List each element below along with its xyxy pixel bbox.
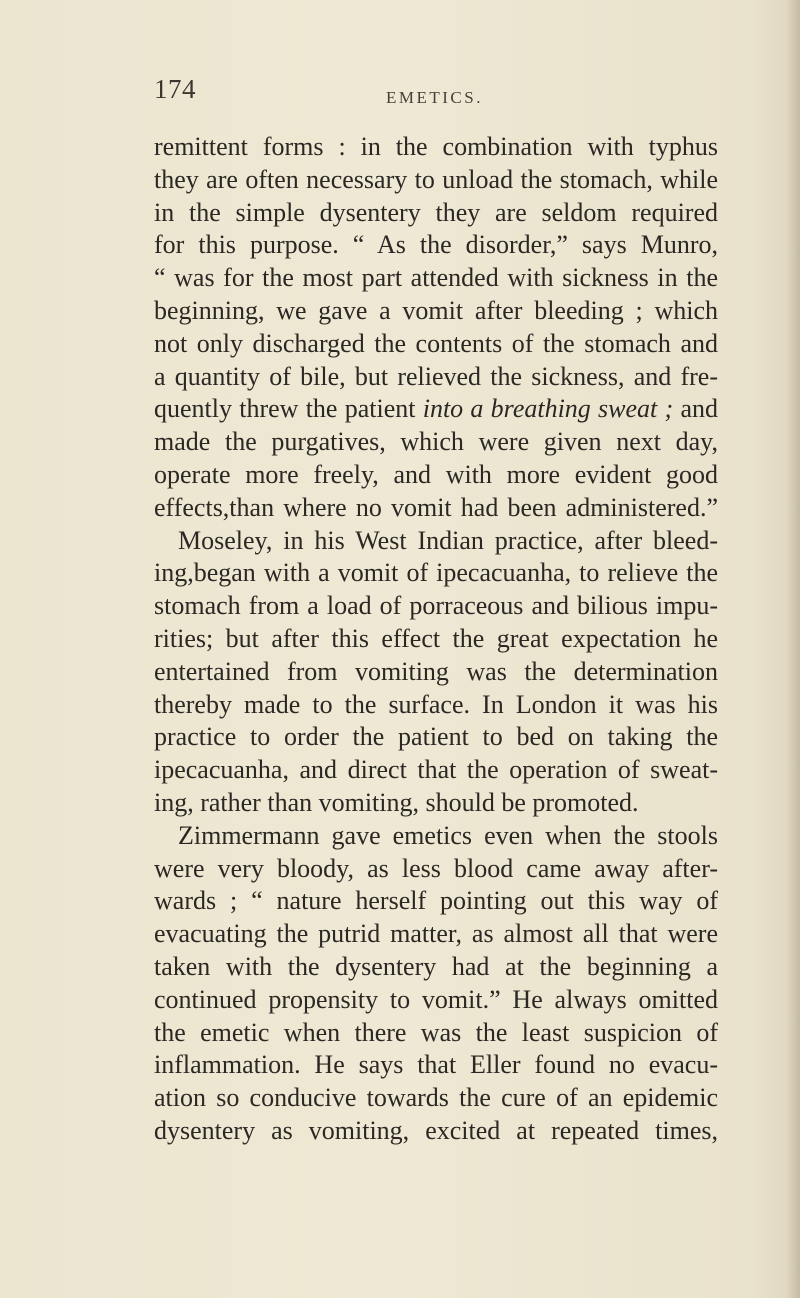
paragraph-first-line: Moseley, in his West Indian practice, after bleed- [178,525,718,555]
text-line: entertained from vomiting was the determination [154,656,718,686]
text-line: practice to order the patient to bed on taking the [154,722,718,752]
text-line: ipecacuanha, and direct that the operation of sweat- [154,755,718,785]
text-line: wards ; “ nature herself pointing out this way of [154,886,718,916]
italic-phrase: into a breathing sweat ; [422,394,674,424]
text-line: for this purpose. “ As the disorder,” says Munro, [154,230,718,260]
text-line: in the simple dysentery they are seldom required [154,197,718,227]
text-line: continued propensity to vomit.” He always omitted [154,984,718,1014]
text-line: taken with the dysentery had at the beginning a [154,951,718,981]
text-segment: and [673,394,718,424]
text-line: rities; but after this effect the great expectation he [154,623,718,653]
text-line-with-italic [154,393,718,426]
text-line: not only discharged the contents of the stomach and [154,328,718,358]
text-line: effects,than where no vomit had been administered.” [154,492,718,522]
text-line: stomach from a load of porraceous and bilious impu- [154,591,718,621]
running-head: EMETICS. [386,88,483,107]
text-line: beginning, we gave a vomit after bleeding ; which [154,295,718,325]
text-line: made the purgatives, which were given next day, [154,427,718,457]
page-edge-shadow [786,0,800,1298]
text-line: they are often necessary to unload the stomach, while [154,164,718,194]
text-line: thereby made to the surface. In London it was his [154,689,718,719]
text-line: a quantity of bile, but relieved the sickness, and fre- [154,361,718,391]
body-text [154,131,718,1148]
text-line: “ was for the most part attended with sickness in the [154,263,718,293]
text-line: the emetic when there was the least suspicion of [154,1017,718,1047]
text-line: ing, rather than vomiting, should be promoted. [154,787,639,817]
text-line: remittent forms : in the combination with typhus [154,132,718,161]
text-line: dysentery as vomiting, excited at repeated times, [154,1115,718,1145]
text-segment: quently threw the patient [154,394,423,424]
text-line: evacuating the putrid matter, as almost all that were [154,919,718,949]
text-line: ation so conducive towards the cure of an epidemic [154,1083,718,1113]
paragraph-first-line: Zimmermann gave emetics even when the stools [178,820,718,850]
text-line: operate more freely, and with more evident good [154,459,718,489]
text-line: were very bloody, as less blood came away after- [154,853,718,883]
text-line: ing,began with a vomit of ipecacuanha, to relieve the [154,558,718,588]
page-header [0,74,800,110]
text-line: inflammation. He says that Eller found no evacu- [154,1050,718,1080]
page-number: 174 [154,74,196,104]
